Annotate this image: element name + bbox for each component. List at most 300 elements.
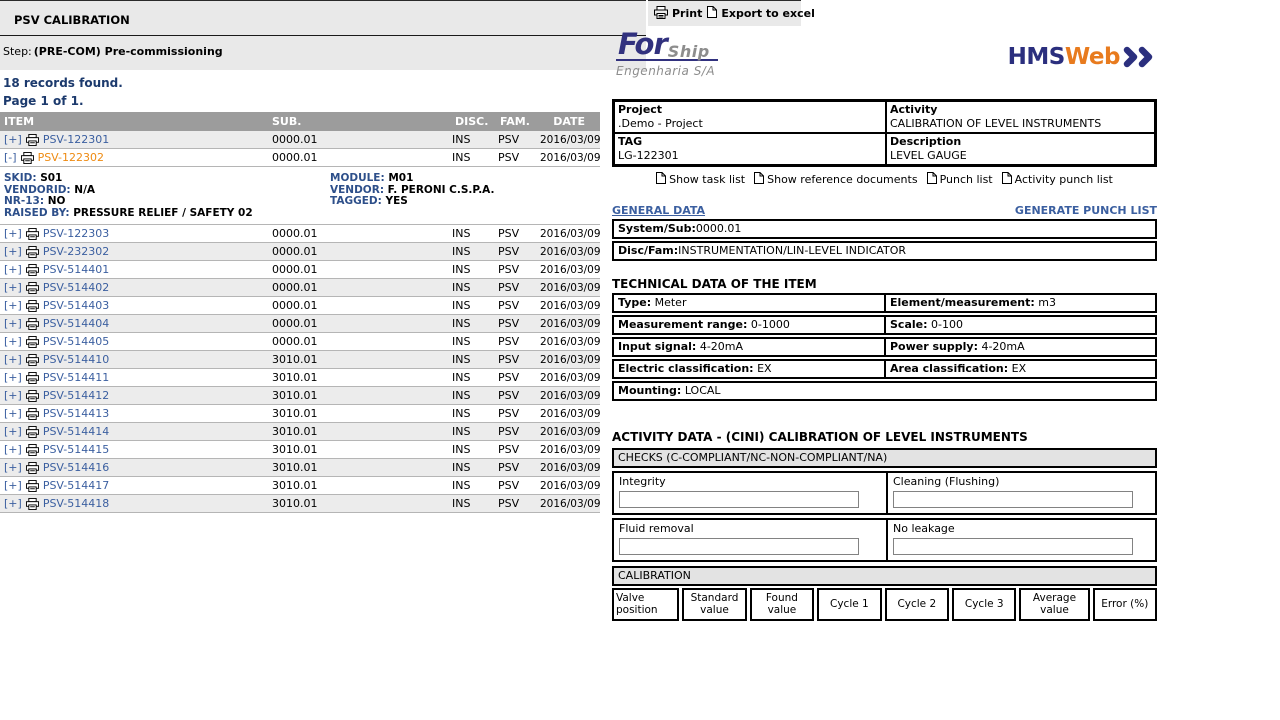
fam-cell: PSV (498, 443, 520, 456)
detail-field: VENDOR: F. PERONI C.S.P.A. (330, 183, 495, 196)
calibration-column-standard-value: Standard value (682, 588, 746, 621)
item-link[interactable]: PSV-514418 (42, 497, 110, 510)
info-value: LEVEL GAUGE (890, 149, 967, 162)
date-cell: 2016/03/09 (540, 461, 601, 474)
details-left-column (4, 173, 330, 219)
calibration-column-average-value: Average value (1019, 588, 1089, 621)
hmsweb-logo (1008, 44, 1155, 70)
item-cell (0, 461, 272, 474)
row-expander[interactable]: [+] (4, 353, 22, 366)
fam-cell: PSV (498, 497, 520, 510)
detail-field: RAISED BY: PRESSURE RELIEF / SAFETY 02 (4, 206, 253, 219)
table-row (0, 369, 600, 387)
printer-icon (654, 6, 668, 22)
item-info-table (612, 99, 1157, 167)
printer-icon[interactable] (26, 318, 39, 330)
sub-cell: 3010.01 (272, 389, 318, 402)
integrity-input[interactable] (619, 491, 859, 508)
item-cell (0, 353, 272, 366)
general-row-disc-fam (612, 241, 1157, 261)
item-cell (0, 317, 272, 330)
field-value: EX (1011, 362, 1027, 375)
hmsweb-hms: HMS (1007, 44, 1065, 70)
disc-cell: INS (452, 227, 471, 240)
date-cell: 2016/03/09 (540, 245, 601, 258)
fam-cell: PSV (498, 245, 520, 258)
row-expander[interactable]: [+] (4, 407, 22, 420)
field-label: Mounting: (618, 384, 682, 397)
technical-cell-measurement-range (614, 317, 884, 333)
item-cell (0, 299, 272, 312)
printer-icon[interactable] (26, 426, 39, 438)
date-cell: 2016/03/09 (540, 353, 601, 366)
double-chevron-icon (1123, 46, 1155, 68)
printer-icon[interactable] (26, 228, 39, 240)
expanded-row-details (0, 167, 600, 225)
item-cell (0, 263, 272, 276)
table-row (0, 315, 600, 333)
disc-cell: INS (452, 443, 471, 456)
printer-icon[interactable] (26, 372, 39, 384)
document-icon (927, 172, 937, 187)
item-link[interactable]: PSV-514403 (42, 299, 110, 312)
field-value: LOCAL (684, 384, 721, 397)
detail-field: TAGGED: YES (330, 195, 408, 207)
disc-cell: INS (452, 281, 471, 294)
technical-cell-electric-classification (614, 361, 884, 377)
records-count: 18 records found. (3, 76, 123, 90)
calibration-column-found-value: Found value (750, 588, 814, 621)
printer-icon[interactable] (21, 152, 34, 164)
item-cell (0, 443, 272, 456)
info-cell-activity (886, 101, 1155, 133)
column-header-disc: DISC. (455, 115, 489, 128)
show-reference-documents-link[interactable] (754, 172, 917, 187)
technical-row (612, 359, 1157, 379)
fam-cell: PSV (498, 353, 520, 366)
document-icon (754, 172, 764, 187)
punch-list-link[interactable] (927, 172, 993, 187)
item-link[interactable]: PSV-514412 (42, 389, 110, 402)
fam-cell: PSV (498, 407, 520, 420)
row-expander[interactable]: [+] (4, 389, 22, 402)
date-cell: 2016/03/09 (540, 299, 601, 312)
calibration-column-valve-position: Valve position (612, 588, 679, 621)
technical-row (612, 337, 1157, 357)
doc-links-row (612, 172, 1157, 187)
item-cell (0, 407, 272, 420)
field-value: 4-20mA (699, 340, 744, 353)
technical-cell-type (614, 295, 884, 311)
item-link[interactable]: PSV-514417 (42, 479, 110, 492)
item-link[interactable]: PSV-122301 (42, 133, 110, 146)
table-row (0, 333, 600, 351)
info-value: .Demo - Project (618, 117, 703, 130)
fam-cell: PSV (498, 263, 520, 276)
row-expander[interactable]: [+] (4, 317, 22, 330)
info-label: Description (890, 135, 962, 148)
checks-row (612, 471, 1157, 515)
printer-icon[interactable] (26, 282, 39, 294)
item-cell (0, 479, 272, 492)
checks-row (612, 518, 1157, 562)
list-body (0, 131, 600, 513)
fam-cell: PSV (498, 371, 520, 384)
item-link[interactable]: PSV-514413 (42, 407, 110, 420)
printer-icon[interactable] (26, 498, 39, 510)
sub-cell: 0000.01 (272, 263, 318, 276)
fam-cell: PSV (498, 461, 520, 474)
sub-cell: 3010.01 (272, 407, 318, 420)
checks-header-bar: CHECKS (C-COMPLIANT/NC-NON-COMPLIANT/NA) (612, 448, 1157, 468)
fam-cell: PSV (498, 227, 520, 240)
printer-icon[interactable] (26, 444, 39, 456)
sub-cell: 0000.01 (272, 227, 318, 240)
table-row (0, 149, 600, 167)
disc-cell: INS (452, 425, 471, 438)
disc-cell: INS (452, 263, 471, 276)
check-cell-fluid-removal (614, 520, 886, 560)
row-expander[interactable]: [+] (4, 227, 22, 240)
sub-cell: 3010.01 (272, 479, 318, 492)
date-cell: 2016/03/09 (540, 479, 601, 492)
table-row (0, 297, 600, 315)
fam-cell: PSV (498, 281, 520, 294)
field-label: Type: (618, 296, 652, 309)
row-expander[interactable]: [+] (4, 335, 22, 348)
printer-icon[interactable] (26, 300, 39, 312)
row-expander[interactable]: [-] (4, 151, 17, 164)
sub-cell: 3010.01 (272, 497, 318, 510)
item-cell (0, 497, 272, 510)
date-cell: 2016/03/09 (540, 425, 601, 438)
item-cell (0, 371, 272, 384)
field-value: 0-100 (931, 318, 963, 331)
table-row (0, 423, 600, 441)
general-row-system-sub (612, 219, 1157, 239)
date-cell: 2016/03/09 (540, 133, 601, 146)
date-cell: 2016/03/09 (540, 407, 601, 420)
printer-icon[interactable] (26, 354, 39, 366)
field-label: Element/measurement: (890, 296, 1035, 309)
forship-ship: Ship (667, 42, 710, 61)
printer-icon[interactable] (26, 264, 39, 276)
row-expander[interactable]: [+] (4, 133, 22, 146)
technical-cell-area-classification (884, 361, 1155, 377)
table-row (0, 243, 600, 261)
disc-cell: INS (452, 353, 471, 366)
date-cell: 2016/03/09 (540, 335, 601, 348)
info-value: LG-122301 (618, 149, 679, 162)
field-value: EX (757, 362, 772, 375)
no-leakage-input[interactable] (893, 538, 1133, 555)
technical-cell-input-signal (614, 339, 884, 355)
step-value: (PRE-COM) Pre-commissioning (33, 45, 223, 58)
field-label: Area classification: (890, 362, 1009, 375)
date-cell: 2016/03/09 (540, 317, 601, 330)
document-icon (656, 172, 666, 187)
row-expander[interactable]: [+] (4, 371, 22, 384)
check-cell-no-leakage (886, 520, 1155, 560)
sub-cell: 3010.01 (272, 443, 318, 456)
toolbar (648, 0, 815, 26)
printer-icon[interactable] (26, 480, 39, 492)
check-cell-integrity (614, 473, 886, 513)
disc-cell: INS (452, 479, 471, 492)
field-value: 0-1000 (750, 318, 790, 331)
sub-cell: 3010.01 (272, 371, 318, 384)
fam-cell: PSV (498, 151, 520, 164)
fam-cell: PSV (498, 133, 520, 146)
disc-cell: INS (452, 151, 471, 164)
info-label: Activity (890, 103, 938, 116)
document-icon (1002, 172, 1012, 187)
calibration-header-bar: CALIBRATION (612, 566, 1157, 586)
field-label: System/Sub: (618, 222, 696, 235)
activity-data-title: ACTIVITY DATA - (CINI) CALIBRATION OF LEVEL INSTRUMENTS (612, 430, 1028, 444)
disc-cell: INS (452, 245, 471, 258)
table-row (0, 477, 600, 495)
general-data-row (612, 204, 1157, 217)
disc-cell: INS (452, 335, 471, 348)
detail-field: VENDORID: N/A (4, 183, 96, 196)
item-cell (0, 335, 272, 348)
show-task-list-link[interactable] (656, 172, 745, 187)
field-label: Measurement range: (618, 318, 748, 331)
info-label: Project (618, 103, 663, 116)
technical-cell-mounting (612, 381, 1157, 401)
detail-panel (612, 28, 1157, 621)
item-cell (0, 281, 272, 294)
table-row (0, 261, 600, 279)
disc-cell: INS (452, 299, 471, 312)
item-cell (0, 227, 272, 240)
info-cell-description (886, 133, 1155, 165)
sub-cell: 3010.01 (272, 461, 318, 474)
date-cell: 2016/03/09 (540, 497, 601, 510)
item-link[interactable]: PSV-232302 (42, 245, 110, 258)
table-row (0, 225, 600, 243)
export-button-label: Export to excel (721, 7, 815, 20)
item-cell (0, 425, 272, 438)
table-row (0, 495, 600, 513)
technical-row (612, 315, 1157, 335)
row-expander[interactable]: [+] (4, 245, 22, 258)
technical-data-table (612, 293, 1157, 401)
detail-field: NR-13: NO (4, 195, 66, 207)
row-expander[interactable]: [+] (4, 299, 22, 312)
disc-cell: INS (452, 317, 471, 330)
technical-cell-scale (884, 317, 1155, 333)
forship-for: For (618, 27, 667, 61)
technical-row (612, 293, 1157, 313)
fam-cell: PSV (498, 389, 520, 402)
disc-cell: INS (452, 133, 471, 146)
forship-subtitle: Engenharia S/A (616, 64, 716, 78)
row-expander[interactable]: [+] (4, 479, 22, 492)
technical-cell-power-supply (884, 339, 1155, 355)
info-label: TAG (618, 135, 643, 148)
item-link[interactable]: PSV-122303 (42, 227, 110, 240)
page-title: PSV CALIBRATION (14, 13, 130, 27)
item-link[interactable]: PSV-514402 (42, 281, 110, 294)
calibration-column-error: Error (%) (1093, 588, 1157, 621)
table-row (0, 387, 600, 405)
row-expander[interactable]: [+] (4, 461, 22, 474)
info-cell-project (614, 101, 886, 133)
date-cell: 2016/03/09 (540, 151, 601, 164)
doclink-label: Punch list (939, 173, 993, 186)
sub-cell: 3010.01 (272, 425, 318, 438)
cleaning-flushing-input[interactable] (893, 491, 1133, 508)
date-cell: 2016/03/09 (540, 227, 601, 240)
info-cell-tag (614, 133, 886, 165)
printer-icon[interactable] (26, 462, 39, 474)
info-value: CALIBRATION OF LEVEL INSTRUMENTS (890, 117, 1102, 130)
table-row (0, 351, 600, 369)
sub-cell: 0000.01 (272, 299, 318, 312)
general-data-link[interactable]: GENERAL DATA (612, 204, 706, 217)
printer-icon[interactable] (26, 408, 39, 420)
detail-field: MODULE: M01 (330, 172, 414, 184)
item-link[interactable]: PSV-514415 (42, 443, 110, 456)
item-cell (0, 389, 272, 402)
print-button[interactable] (654, 6, 702, 22)
row-expander[interactable]: [+] (4, 281, 22, 294)
doclink-label: Activity punch list (1014, 173, 1113, 186)
sub-cell: 0000.01 (272, 317, 318, 330)
row-expander[interactable]: [+] (4, 425, 22, 438)
date-cell: 2016/03/09 (540, 371, 601, 384)
disc-cell: INS (452, 389, 471, 402)
sub-cell: 3010.01 (272, 353, 318, 366)
table-row (0, 279, 600, 297)
date-cell: 2016/03/09 (540, 263, 601, 276)
sub-cell: 0000.01 (272, 335, 318, 348)
item-link[interactable]: PSV-514405 (42, 335, 110, 348)
generate-punch-list-link[interactable]: GENERATE PUNCH LIST (1014, 204, 1157, 217)
item-link[interactable]: PSV-514404 (42, 317, 110, 330)
sub-cell: 0000.01 (272, 281, 318, 294)
doclink-label: Show task list (669, 173, 746, 186)
item-cell (0, 245, 272, 258)
column-header-sub: SUB. (272, 115, 302, 128)
fam-cell: PSV (498, 317, 520, 330)
check-label: Fluid removal (619, 522, 694, 535)
disc-cell: INS (452, 371, 471, 384)
field-label: Input signal: (618, 340, 697, 353)
detail-field: SKID: S01 (4, 172, 63, 184)
field-label: Electric classification: (618, 362, 754, 375)
item-link[interactable]: PSV-514410 (42, 353, 110, 366)
field-label: Power supply: (890, 340, 978, 353)
details-right-column (330, 173, 600, 219)
calibration-column-cycle-2: Cycle 2 (885, 588, 949, 621)
page-info: Page 1 of 1. (3, 94, 84, 108)
field-value: Meter (654, 296, 687, 309)
row-expander[interactable]: [+] (4, 263, 22, 276)
fam-cell: PSV (498, 425, 520, 438)
calibration-column-cycle-1: Cycle 1 (817, 588, 881, 621)
sub-cell: 0000.01 (272, 151, 318, 164)
field-value: m3 (1038, 296, 1057, 309)
general-data-table (612, 219, 1157, 261)
column-header-date: DATE (553, 115, 585, 128)
date-cell: 2016/03/09 (540, 443, 601, 456)
print-button-label: Print (672, 7, 703, 20)
calibration-columns-row (612, 588, 1157, 621)
field-value: INSTRUMENTATION/LIN-LEVEL INDICATOR (678, 244, 907, 257)
left-header-band (0, 0, 646, 70)
item-link[interactable]: PSV-514401 (42, 263, 110, 276)
fluid-removal-input[interactable] (619, 538, 859, 555)
date-cell: 2016/03/09 (540, 389, 601, 402)
disc-cell: INS (452, 407, 471, 420)
field-label: Disc/Fam: (618, 244, 679, 257)
check-label: Cleaning (Flushing) (893, 475, 1000, 488)
column-header-fam: FAM. (500, 115, 530, 128)
doclink-label: Show reference documents (767, 173, 918, 186)
field-label: Scale: (890, 318, 928, 331)
field-value: 4-20mA (981, 340, 1025, 353)
table-row (0, 405, 600, 423)
forship-logo (616, 27, 718, 78)
check-label: Integrity (619, 475, 666, 488)
printer-icon[interactable] (26, 134, 39, 146)
disc-cell: INS (452, 497, 471, 510)
field-value: 0000.01 (695, 222, 742, 235)
item-link[interactable]: PSV-514411 (42, 371, 110, 384)
document-icon (707, 6, 717, 21)
table-row (0, 131, 600, 149)
row-expander[interactable]: [+] (4, 497, 22, 510)
technical-data-title: TECHNICAL DATA OF THE ITEM (612, 277, 817, 291)
table-row (0, 441, 600, 459)
logo-row (612, 28, 1157, 99)
printer-icon[interactable] (26, 246, 39, 258)
activity-punch-list-link[interactable] (1002, 172, 1113, 187)
check-cell-cleaning-flushing (886, 473, 1155, 513)
sub-cell: 0000.01 (272, 133, 318, 146)
column-header-item: ITEM (4, 115, 35, 128)
checks-table (612, 471, 1157, 562)
item-cell (0, 151, 272, 164)
printer-icon[interactable] (26, 336, 39, 348)
row-expander[interactable]: [+] (4, 443, 22, 456)
fam-cell: PSV (498, 299, 520, 312)
step-line (0, 36, 646, 58)
export-to-excel-button[interactable] (707, 6, 815, 21)
date-cell: 2016/03/09 (540, 281, 601, 294)
step-label: Step: (3, 45, 32, 58)
item-link[interactable]: PSV-514416 (42, 461, 110, 474)
calibration-column-cycle-3: Cycle 3 (952, 588, 1016, 621)
fam-cell: PSV (498, 335, 520, 348)
check-label: No leakage (893, 522, 955, 535)
printer-icon[interactable] (26, 390, 39, 402)
forship-wordmark (616, 27, 718, 61)
table-row (0, 459, 600, 477)
item-link[interactable]: PSV-122302 (37, 151, 105, 164)
list-header-row (0, 112, 600, 131)
records-list (0, 70, 600, 513)
item-link[interactable]: PSV-514414 (42, 425, 110, 438)
technical-cell-element-measurement (884, 295, 1155, 311)
fam-cell: PSV (498, 479, 520, 492)
disc-cell: INS (452, 461, 471, 474)
hmsweb-web: Web (1064, 44, 1120, 70)
item-cell (0, 133, 272, 146)
